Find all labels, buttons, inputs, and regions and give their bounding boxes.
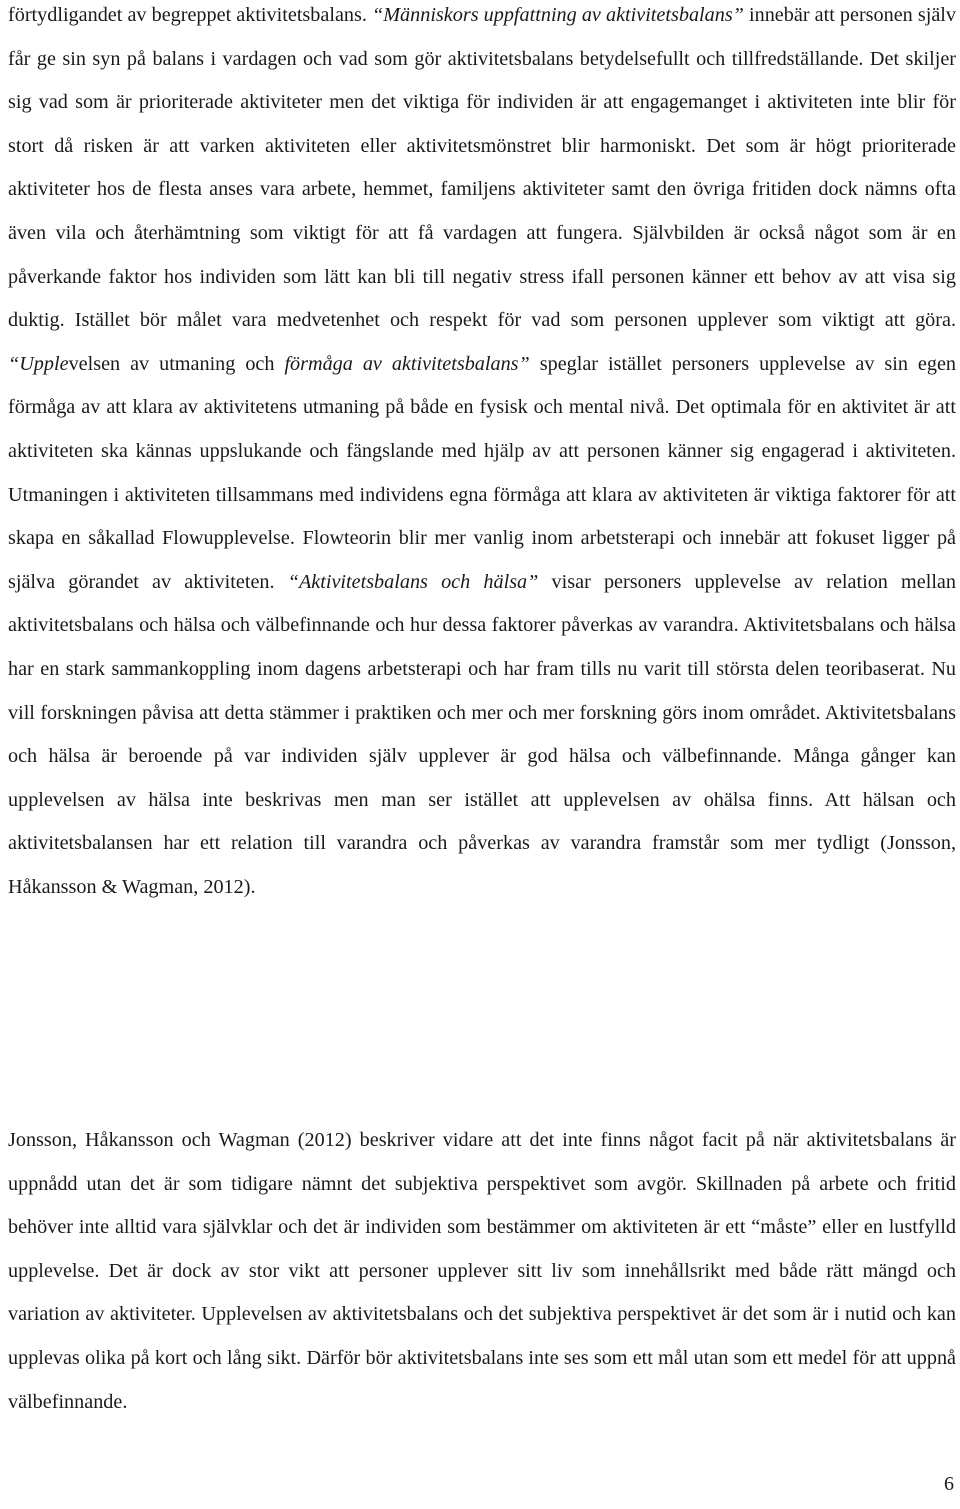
page-number: 6 bbox=[944, 1473, 954, 1495]
paragraph-activity-balance-aspects bbox=[8, 0, 956, 909]
text-segment: velsen av utmaning och bbox=[68, 352, 285, 375]
italic-heading-perception: “Människors uppfattning av aktivitetsbalans” bbox=[372, 4, 744, 26]
text-segment: förtydligandet av begreppet aktivitetsbalans. bbox=[8, 4, 372, 26]
italic-heading-ability: förmåga av aktivitetsbalans” bbox=[284, 352, 530, 375]
text-segment: innebär att personen själv får ge sin syn på balans i vardagen och vad som gör aktivitetsbalans betydelsefullt och tillfredställande. Det skiljer sig vad som är prioriterade aktiviteter men det viktiga för individen är att engagemanget i aktiviteten inte blir för stort då risken är att varken aktiviteten eller aktivitetsmönstret blir harmoniskt. Det som är högt prioriterade aktiviteter hos de flesta anses vara arbete, hemmet, familjens aktiviteter samt den övriga fritiden dock nämns ofta även vila och återhämtning som viktigt för att få vardagen att fungera. Självbilden är också något som är en påverkande faktor hos individen som lätt kan bli till negativ stress ifall personen känner ett behov av att visa sig duktig. Istället bör målet vara medvetenhet och respekt för vad som personen upplever som viktigt att göra. bbox=[8, 4, 956, 332]
text-segment: Jonsson, Håkansson och Wagman (2012) beskriver vidare att det inte finns något facit på när aktivitetsbalans är uppnådd utan det är som tidigare nämnt det subjektiva perspektivet som avgör. Skillnaden på arbete och fritid behöver inte alltid vara självklar och det är individen som bestämmer om aktiviteten är ett “måste” eller en lustfylld upplevelse. Det är dock av stor vikt att personer upplever sitt liv som innehållsrikt med både rätt mängd och variation av aktiviteter. Upplevelsen av aktivitetsbalans och det subjektiva perspektivet är det som är i nutid och kan upplevas olika på kort och lång sikt. Därför bör aktivitetsbalans inte ses som ett mål utan som ett medel för att uppnå välbefinnande. bbox=[8, 1129, 956, 1413]
italic-heading-health: “Aktivitetsbalans och hälsa” bbox=[287, 570, 539, 593]
paragraph-subjective-perspective bbox=[8, 1119, 956, 1424]
italic-heading-experience-part: “Upple bbox=[8, 352, 69, 375]
text-segment: speglar istället personers upplevelse av sin egen förmåga av att klara av aktivitetens utmaning på både en fysisk och mental nivå. Det optimala för en aktivitet är att aktiviteten ska kännas uppslukande och fängslande med hjälp av att personen känner sig engagerad i aktiviteten. Utmaningen i aktiviteten tillsammans med individens egna förmåga att klara av aktiviteten är viktiga faktorer för att skapa en såkallad Flowupplevelse. Flowteorin blir mer vanlig inom arbetsterapi och innebär att fokuset ligger på själva görandet av aktiviteten. bbox=[8, 352, 957, 593]
text-segment: visar personers upplevelse av relation mellan aktivitetsbalans och hälsa och välbefinnande och hur dessa faktorer påverkas av varandra. Aktivitetsbalans och hälsa har en stark sammankoppling inom dagens arbetsterapi och har fram tills nu varit till största delen teoribaserat. Nu vill forskningen påvisa att detta stämmer i praktiken och mer och mer forskning görs inom området. Aktivitetsbalans och hälsa är beroende på var individen själv upplever är god hälsa och välbefinnande. Många gånger kan upplevelsen av hälsa inte beskrivas men man ser istället att upplevelsen av ohälsa finns. Att hälsan och aktivitetsbalansen har ett relation till varandra och påverkas av varandra framstår som mer tydligt (Jonsson, Håkansson & Wagman, 2012). bbox=[8, 570, 956, 898]
